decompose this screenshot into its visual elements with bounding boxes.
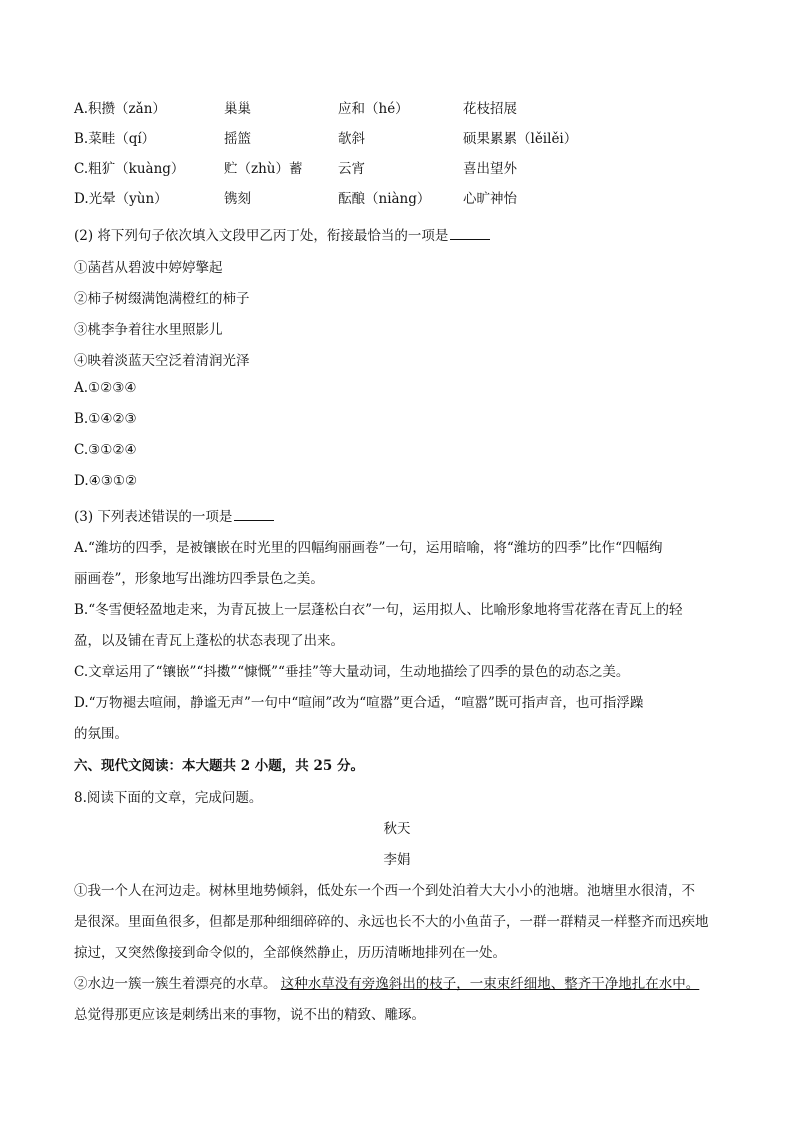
option-cell: A.积攒（zǎn） (74, 101, 166, 117)
answer-blank (450, 227, 490, 240)
q2-option: A.①②③④ (74, 380, 137, 396)
option-cell: C.粗犷（kuàng） (74, 161, 185, 177)
q2-item: ②柿子树缀满饱满橙红的柿子 (74, 291, 250, 307)
underlined-sentence: 这种水草没有旁逸斜出的枝子，一束束纤细地、整齐干净地扎在水中。 (280, 976, 700, 992)
q2-stem (74, 224, 490, 244)
q1-option-row (74, 127, 734, 149)
q1-option-row (74, 157, 734, 179)
p2-start: ②水边一簇一簇生着漂亮的水草。 (74, 976, 277, 992)
option-cell: 巢巢 (224, 101, 251, 117)
option-cell: D.光晕（yùn） (74, 191, 168, 207)
paragraph-line: 掠过，又突然像接到命令似的，全部倏然静止，历历清晰地排列在一处。 (74, 945, 506, 961)
paragraph-line: 总觉得那更应该是刺绣出来的事物，说不出的精致、雕琢。 (74, 1007, 425, 1023)
q2-stem-text: (2) 将下列句子依次填入文段甲乙丙丁处，衔接最恰当的一项是 (74, 228, 449, 244)
paragraph-line: 是很深。里面鱼很多，但都是那种细细碎碎的、永远也长不大的小鱼苗子，一群一群精灵一样整齐而迅疾地 (74, 914, 709, 930)
option-cell: 应和（hé） (338, 101, 409, 117)
option-cell: 摇篮 (224, 131, 251, 147)
option-cell: B.菜畦（qí） (74, 131, 156, 147)
option-cell: 云宵 (338, 161, 365, 177)
section-heading: 六、现代文阅读：本大题共 2 小题，共 25 分。 (74, 758, 364, 774)
option-cell: 欹斜 (338, 131, 365, 147)
q3-line: 盈，以及铺在青瓦上蓬松的状态表现了出来。 (74, 633, 344, 649)
option-cell: 酝酿（niàng） (338, 191, 431, 207)
article-title: 秋天 (383, 821, 411, 837)
q3-line: B.“冬雪便轻盈地走来，为青瓦披上一层蓬松白衣”一句，运用拟人、比喻形象地将雪花落在青瓦上的轻 (74, 602, 683, 618)
q1-option-row (74, 187, 734, 209)
q3-line: A.“潍坊的四季，是被镶嵌在时光里的四幅绚丽画卷”一句，运用暗喻，将“潍坊的四季”比作“四幅绚 (74, 540, 663, 556)
option-cell: 镌刻 (224, 191, 251, 207)
option-cell: 硕果累累（lěilěi） (463, 131, 578, 147)
article-author: 李娟 (383, 852, 411, 868)
q1-option-row (74, 97, 734, 119)
option-cell: 贮（zhù）蓄 (224, 161, 303, 177)
q2-option: B.①④②③ (74, 411, 137, 427)
q3-line: D.“万物褪去喧闹，静谧无声”一句中“喧闹”改为“喧嚣”更合适，“喧嚣”既可指声音，也可指浮躁 (74, 695, 644, 711)
q8-stem: 8.阅读下面的文章，完成问题。 (74, 790, 263, 806)
paragraph-line: ①我一个人在河边走。树林里地势倾斜，低处东一个西一个到处泊着大大小小的池塘。池塘里水很清，不 (74, 883, 695, 899)
q2-item: ③桃李争着往水里照影儿 (74, 322, 223, 338)
q3-stem-text: (3) 下列表述错误的一项是 (74, 509, 233, 525)
option-cell: 花枝招展 (463, 101, 517, 117)
q3-line: 丽画卷”，形象地写出潍坊四季景色之美。 (74, 571, 324, 587)
paragraph-line (74, 972, 699, 992)
q2-option: D.④③①② (74, 473, 138, 489)
q3-stem (74, 505, 274, 525)
q2-item: ①菡萏从碧波中婷婷擎起 (74, 260, 223, 276)
q2-item: ④映着淡蓝天空泛着清润光泽 (74, 353, 250, 369)
answer-blank (234, 508, 274, 521)
q3-line: 的氛围。 (74, 726, 128, 742)
option-cell: 心旷神怡 (463, 191, 517, 207)
q2-option: C.③①②④ (74, 442, 137, 458)
q3-line: C.文章运用了“镶嵌”“抖擞”“慷慨”“垂挂”等大量动词，生动地描绘了四季的景色的动态之美。 (74, 664, 630, 680)
option-cell: 喜出望外 (463, 161, 517, 177)
